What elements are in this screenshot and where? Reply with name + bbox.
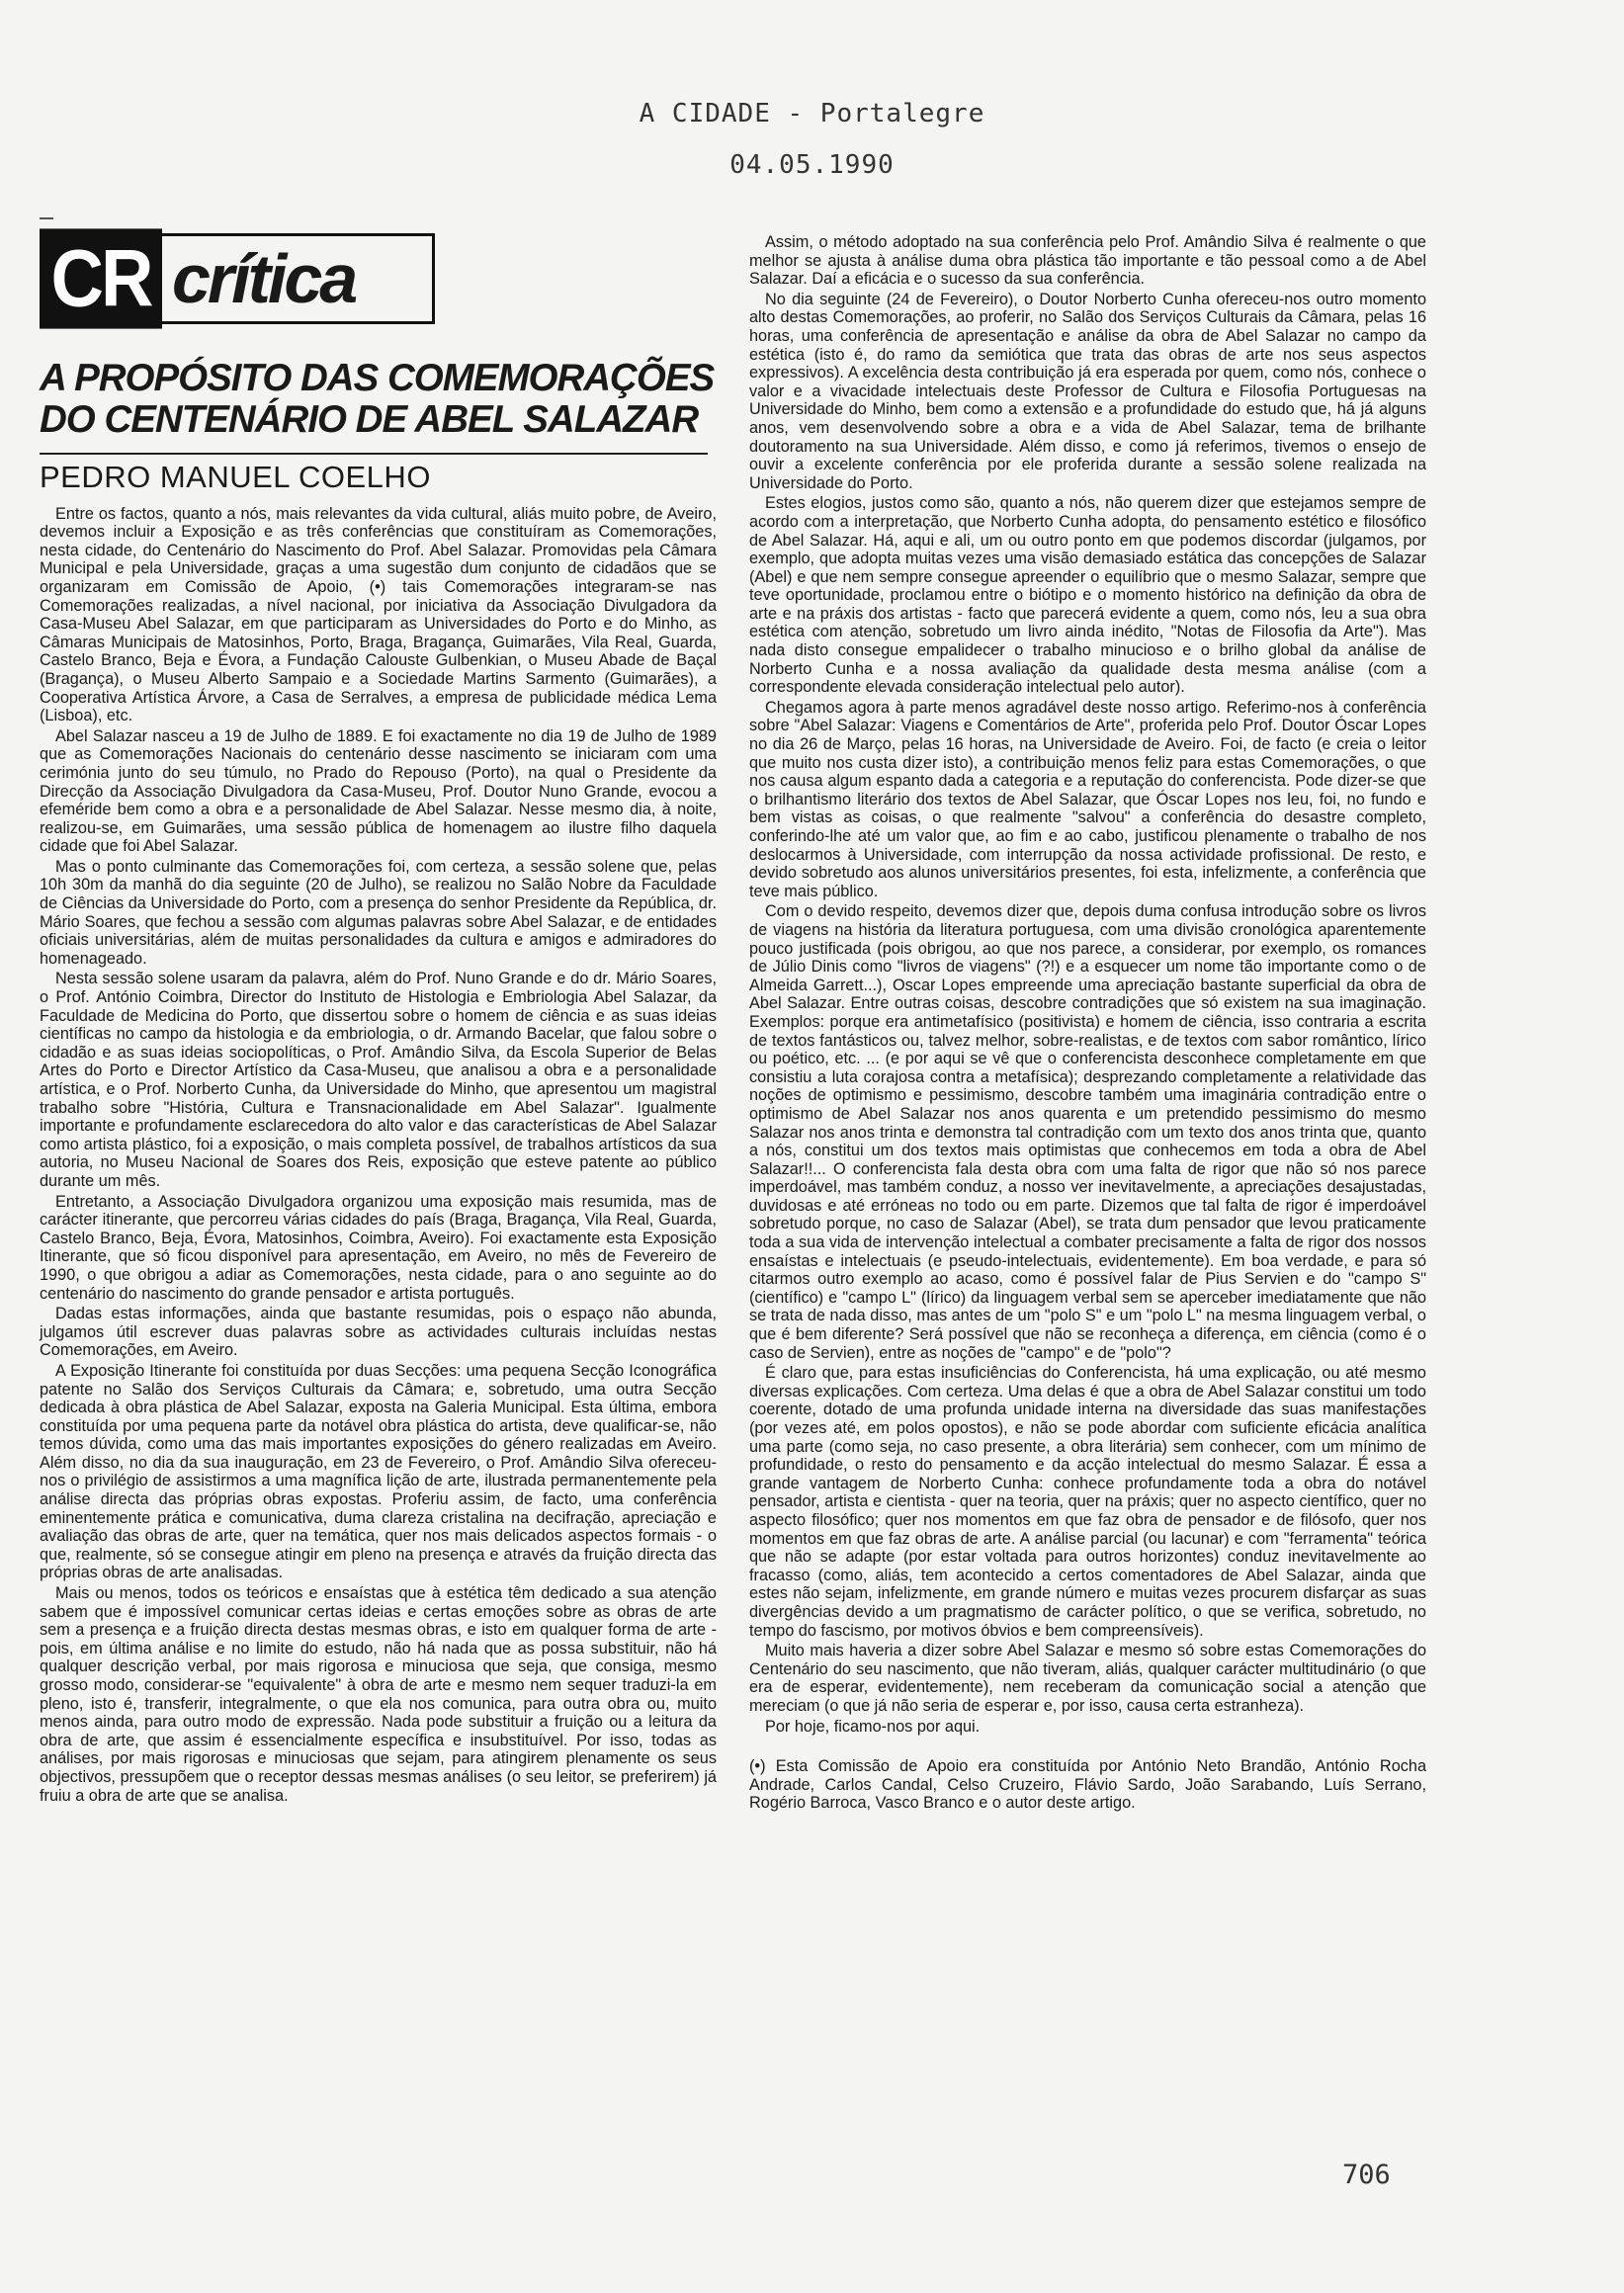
paragraph: Abel Salazar nasceu a 19 de Julho de 1889. E foi exactamente no dia 19 de Julho de 1989 que as Comemorações Nacionais do centenário desse nascimento se iniciaram com uma cerimónia junto do seu túmulo, no Prado do Repouso (Porto), na qual o Presidente da Direcção da Associação Divulgadora da Casa-Museu, Prof. Doutor Nuno Grande, evocou a efeméride bem como a obra e a personalidade de Abel Salazar. Nesse mesmo dia, à noite, realizou-se, em Guimarães, uma sessão pública de homenagem ao ilustre filho daquela cidade que foi Abel Salazar. xyxy=(40,726,717,856)
section-masthead xyxy=(40,233,435,324)
paragraph: Com o devido respeito, devemos dizer que, depois duma confusa introdução sobre os livros de viagens na história da literatura portuguesa, com uma divisão cronológica aparentemente pouco justificada (pois obrigou, ao que nos parece, a considerar, por exemplo, os romances de Júlio Dinis como "livros de viagens" (?!) e a esquecer um nome tão importante como o de Almeida Garrett...), Oscar Lopes empreende uma apreciação bastante superficial da obra de Abel Salazar. Entre outras coisas, descobre contradições que só existem na sua imaginação. Exemplos: porque era antimetafísico (positivista) e homem de ciência, isso contraria a escrita de textos fantásticos ou, talvez melhor, sobre-realistas, e de textos com sabor romântico, lírico ou poético, etc. ... (e por aqui se vê que o conferencista desconhece completamente em que consistiu a luta corajosa contra a metafísica); desprezando completamente a relatividade das noções de optimismo e pessimismo, descobre também uma imaginária contradição entre o optimismo de Abel Salazar nos anos quarenta e um pretendido pessimismo do mesmo Salazar nos anos trinta e demonstra tal contradição com um texto dos anos trinta que, quanto a nós, constitui um dos textos mais optimistas que conhecemos em toda a obra de Abel Salazar!!... O conferencista fala desta obra com uma falta de rigor que não só nos parece imperdoável, mas também conduz, a nosso ver inevitavelmente, a apreciações desajustadas, duvidosas e até erróneas no todo ou em parte. Dizemos que tal falta de rigor é imperdoável sobretudo porque, no caso de Salazar (Abel), se trata dum pensador que levou praticamente toda a sua vida de intervenção intelectual a combater precisamente a falta de rigor dos nossos ensaístas e intelectuais (e pseudo-intelectuais, evidentemente). Em boa verdade, e para só citarmos outro exemplo ao acaso, como é possível falar de Pius Servien e do "campo S" (científico) e "campo L" (lírico) da linguagem verbal sem se aperceber imediatamente que não se trata de nada disso, mas antes de um "polo S" e um "polo L" na mesma linguagem verbal, o que é bem diferente? Será possível que não se reconheça a diferença, em ciência (como é o caso de Servien), entre as noções de "campo" e de "polo"? xyxy=(749,902,1426,1362)
paragraph: Dadas estas informações, ainda que bastante resumidas, pois o espaço não abunda, julgamos útil escrever duas palavras sobre as actividades culturais incluídas nestas Comemorações, em Aveiro. xyxy=(40,1305,717,1360)
margin-mark xyxy=(40,217,53,219)
paragraph: É claro que, para estas insuficiências do Conferencista, há uma explicação, ou até mesmo diversas explicações. Com certeza. Uma delas é que a obra de Abel Salazar constitui um todo coerente, dotado de uma profunda unidade interna na diversidade das suas manifestações (por vezes até, em polos opostos), e não se pode abordar com suficiente eficácia analítica uma parte (como seja, no caso presente, a obra literária) sem conhecer, com um mínimo de profundidade, o resto do pensamento e da acção intelectual do mesmo Salazar. É essa a grande vantagem de Norberto Cunha: conhece profundamente toda a obra do notável pensador, artista e cientista - quer na teoria, quer na práxis; quer no aspecto científico, quer no aspecto filosófico; quer nos momentos em que faz obra de pensador e de filósofo, quer nos momentos em que faz obras de arte. A análise parcial (ou lacunar) e com "ferramenta" teórica que não se adapte (por estar voltada para outros horizontes) conduz inevitavelmente ao fracasso (como, aliás, tem acontecido a certos comentadores de Abel Salazar, ainda que estes não sejam, infelizmente, em grande número e muitas vezes procurem disfarçar as suas divergências devido a um pragmatismo de carácter político, o que se verifica, sobretudo, no tempo do fascismo, por motivos óbvios e bem compreensíveis). xyxy=(749,1364,1426,1640)
paragraph: Mais ou menos, todos os teóricos e ensaístas que à estética têm dedicado a sua atenção sabem que é impossível comunicar certas ideias e certas emoções sobre as obras de arte sem a presença e a fruição directa destas mesmas obras, e isto em qualquer forma de arte - pois, em última análise e no limite do estudo, não há nada que as possa substituir, não há qualquer descrição verbal, por mais rigorosa e minuciosa que seja, que consiga, mesmo grosso modo, considerar-se "equivalente" à obra de arte e mesmo nem sequer traduzi-la em pleno, isto é, transferir, integralmente, o que ela nos comunica, para outra obra ou, muito menos ainda, para outro modo de expressão. Nada pode substituir a fruição ou a leitura da obra de arte, que assim é essencialmente específica e insubstituível. Por isso, todas as análises, por mais rigorosas e minuciosas que sejam, para atingirem plenamente os seus objectivos, pressupõem que o receptor dessas mesmas análises (o seu leitor, se preferirem) já fruiu a obra de arte que se analisa. xyxy=(40,1584,717,1805)
footnote: (•) Esta Comissão de Apoio era constituída por António Neto Brandão, António Rocha Andrade, Carlos Candal, Celso Cruzeiro, Flávio Sardo, João Sarabando, Luís Serrano, Rogério Barroca, Vasco Branco e o autor deste artigo. xyxy=(749,1757,1426,1813)
author-byline: PEDRO MANUEL COELHO xyxy=(40,460,431,494)
paragraph: Entre os factos, quanto a nós, mais relevantes da vida cultural, aliás muito pobre, de Aveiro, devemos incluir a Exposição e as três conferências que constituíram as Comemorações, nesta cidade, do Centenário do Nascimento do Prof. Abel Salazar. Promovidas pela Câmara Municipal e pela Universidade, graças a uma sugestão dum conjunto de cidadãos que se organizaram em Comissão de Apoio, (•) tais Comemorações integraram-se nas Comemorações realizadas, a nível nacional, por iniciativa da Associação Divulgadora da Casa-Museu Abel Salazar, em que participaram as Universidades do Porto e do Minho, as Câmaras Municipais de Matosinhos, Porto, Braga, Bragança, Guimarães, Vila Real, Guarda, Castelo Branco, Beja e Évora, a Fundação Calouste Gulbenkian, o Museu Abade de Baçal (Bragança), o Museu Alberto Sampaio e a Sociedade Martins Sarmento (Guimarães), a Cooperativa Artística Árvore, a Casa de Serralves, a empresa de publicidade médica Lema (Lisboa), etc. xyxy=(40,504,717,725)
page-number: 706 xyxy=(1342,2160,1391,2190)
paragraph: A Exposição Itinerante foi constituída por duas Secções: uma pequena Secção Iconográfica patente no Salão dos Serviços Culturais da Câmara; e, sobretudo, uma outra Secção dedicada à obra plástica de Abel Salazar, exposta na Galeria Municipal. Esta última, embora constituída por uma pequena parte da notável obra plástica do artista, deve qualificar-se, não temos dúvida, como uma das mais importantes exposições do género realizadas em Aveiro. Além disso, no dia da sua inauguração, em 23 de Fevereiro, o Prof. Amândio Silva ofereceu-nos o privilégio de assistirmos a uma magnífica lição de arte, ilustrada permanentemente pela análise directa das próprias obras expostas. Proferiu assim, de facto, uma conferência eminentemente prática e comunicativa, duma clareza cristalina na decifração, apreciação e avaliação das obras de arte, quer na temática, quer nos mais delicados aspectos formais - o que, realmente, só se consegue atingir em pleno na presença e através da fruição directa das próprias obras de arte analisadas. xyxy=(40,1361,717,1582)
paragraph: Chegamos agora à parte menos agradável deste nosso artigo. Referimo-nos à conferência sobre "Abel Salazar: Viagens e Comentários de Arte", proferida pelo Prof. Doutor Óscar Lopes no dia 26 de Março, pelas 16 horas, na Universidade de Aveiro. Foi, de facto (e creia o leitor que muito nos custa dizer isto), a contribuição menos feliz para estas Comemorações, o que nos causa algum espanto dada a categoria e a reputação do conferencista. Pode dizer-se que o brilhantismo literário dos textos de Abel Salazar, que Óscar Lopes nos leu, foi, no fundo e bem vistas as coisas, o que realmente "salvou" a conferência do desastre completo, conferindo-lhe até um valor que, ao fim e ao cabo, justificou plenamente o trabalho de nos deslocarmos à Universidade, com interrupção da nossa actividade profissional. De resto, e devido sobretudo aos alunos universitários presentes, foi esta, infelizmente, a conferência que teve mais público. xyxy=(749,698,1426,900)
section-title: crítica xyxy=(162,233,435,324)
paragraph: Muito mais haveria a dizer sobre Abel Salazar e mesmo só sobre estas Comemorações do Centenário do seu nascimento, que não tiveram, aliás, qualquer carácter multitudinário (o que era de esperar, evidentemente), nem receberam da comunicação social a atenção que mereciam (o que já não seria de esperar e, por isso, causa certa estranheza). xyxy=(749,1642,1426,1715)
headline-line-1: A PROPÓSITO DAS COMEMORAÇÕES xyxy=(40,357,715,399)
paragraph: No dia seguinte (24 de Fevereiro), o Doutor Norberto Cunha ofereceu-nos outro momento alto destas Comemorações, ao proferir, no Salão dos Serviços Culturais da Câmara, pelas 16 horas, uma conferência de apresentação e análise da obra de Abel Salazar no campo da estética (isto é, do ramo da semiótica que trata das obras de arte nos seus aspectos expressivos). A excelência desta contribuição já era esperada por quem, como nós, conhece o valor e a vivacidade intelectuais deste Professor de Cultura e Filosofia Portuguesas na Universidade do Minho, bem como a extensão e a profundidade do estudo que, há já alguns anos, vem desenvolvendo sobre a obra e a vida de Abel Salazar, tema de brilhante doutoramento na sua Universidade. Além disso, e como já referimos, tivemos o ensejo de ouvir a excelente conferência por ele proferida durante a sessão solene realizada na Universidade do Porto. xyxy=(749,290,1426,492)
headline-rule xyxy=(40,453,708,455)
right-column xyxy=(749,233,1426,1813)
paragraph: Nesta sessão solene usaram da palavra, além do Prof. Nuno Grande e do dr. Mário Soares, o Prof. António Coimbra, Director do Instituto de Histologia e Embriologia Abel Salazar, da Faculdade de Medicina do Porto, que dissertou sobre o homem de ciência e as suas ideias científicas no campo da histologia e da embriologia, o dr. Armando Bacelar, que falou sobre o cidadão e as suas ideias sociopolíticas, o Prof. Amândio Silva, da Escola Superior de Belas Artes do Porto e Director Artístico da Casa-Museu, que analisou a obra e a personalidade artística, e o Prof. Norberto Cunha, da Universidade do Minho, que apresentou um magistral trabalho sobre "História, Cultura e Transnacionalidade em Abel Salazar". Igualmente importante e profundamente esclarecedora do alto valor e das características de Abel Salazar como artista plástico, foi a exposição, o mais completa possível, de trabalhos artísticos da sua autoria, no Museu Nacional de Soares dos Reis, exposição que esteve patente ao público durante um mês. xyxy=(40,970,717,1190)
newspaper-source-stamp: A CIDADE - Portalegre xyxy=(639,99,985,128)
cr-logo: CR xyxy=(40,228,162,328)
headline-line-2: DO CENTENÁRIO DE ABEL SALAZAR xyxy=(40,398,699,441)
left-column xyxy=(40,233,717,1805)
publication-date-stamp: 04.05.1990 xyxy=(729,150,895,180)
paragraph: Estes elogios, justos como são, quanto a nós, não querem dizer que estejamos sempre de acordo com a interpretação, que Norberto Cunha adopta, do pensamento estético e filosófico de Abel Salazar. Há, aqui e ali, um ou outro ponto em que podemos discordar (julgamos, por exemplo, que adopta muitas vezes uma visão demasiado estática das concepções de Salazar (Abel) e que nem sempre consegue apreender o equilíbrio que o mesmo Salazar, sempre que teve oportunidade, proclamou entre o biótipo e o momento histórico na definição da obra de arte e na práxis dos artistas - facto que parecerá evidente a quem, como nós, leu a sua obra estética com atenção, sobretudo um livro ainda inédito, "Notas de Filosofia da Arte"). Mas nada disto consegue empalidecer o trabalho minucioso e o brilho global da análise de Norberto Cunha e a nossa avaliação da qualidade desta mesma análise (com a correspondente elevada consideração intelectual pelo autor). xyxy=(749,494,1426,697)
paragraph: Entretanto, a Associação Divulgadora organizou uma exposição mais resumida, mas de carácter itinerante, que percorreu várias cidades do país (Braga, Bragança, Vila Real, Guarda, Castelo Branco, Beja, Évora, Matosinhos, Coimbra, Aveiro). Foi exactamente esta Exposição Itinerante, que só ficou disponível para apresentação, em Aveiro, no mês de Fevereiro de 1990, o que obrigou a adiar as Comemorações, nesta cidade, para o ano seguinte ao do centenário do nascimento do grande pensador e artista português. xyxy=(40,1192,717,1303)
left-body-text xyxy=(40,505,717,1806)
paragraph: Por hoje, ficamo-nos por aqui. xyxy=(765,1717,981,1736)
paragraph: Mas o ponto culminante das Comemorações foi, com certeza, a sessão solene que, pelas 10h 30m da manhã do dia seguinte (20 de Julho), se realizou no Salão Nobre da Faculdade de Ciências da Universidade do Porto, com a presença do senhor Presidente da República, dr. Mário Soares, que fechou a sessão com algumas palavras sobre Abel Salazar, e de entidades oficiais universitárias, além de muitas personalidades da cultura e amigos e admiradores do homenageado. xyxy=(40,857,717,968)
paragraph: Assim, o método adoptado na sua conferência pelo Prof. Amândio Silva é realmente o que melhor se ajusta à análise duma obra plástica tão importante e tão pessoal como a de Abel Salazar. Daí a eficácia e o sucesso da sua conferência. xyxy=(749,233,1426,289)
article-headline xyxy=(40,358,717,441)
